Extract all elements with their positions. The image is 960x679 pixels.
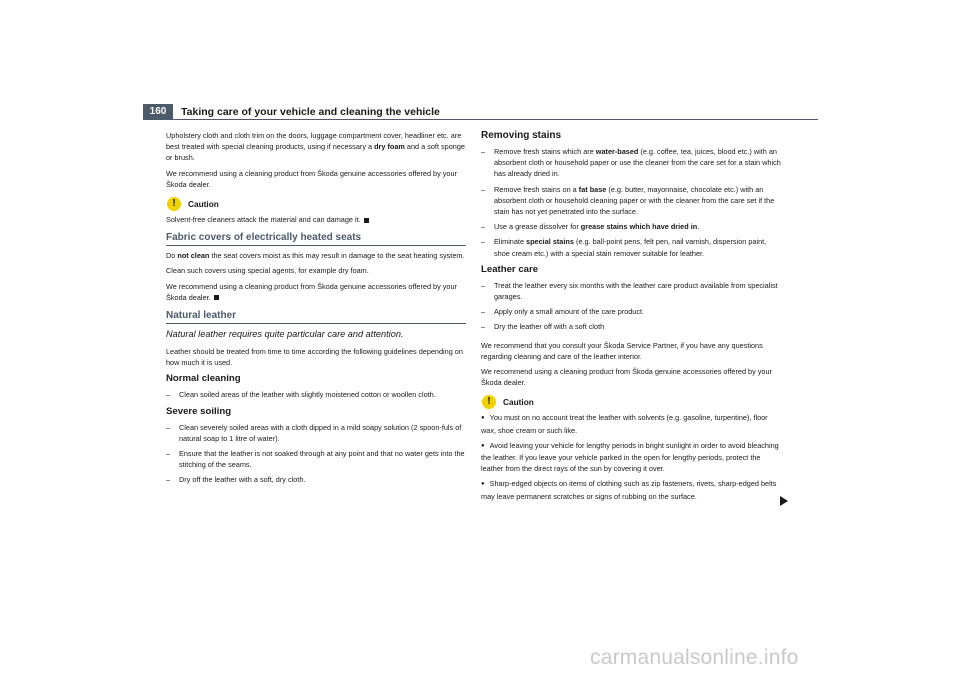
warning-icon: ! — [167, 197, 181, 211]
list-item: ● You must on no account treat the leather with solvents (e.g. gasoline, turpentine), floor wax, shoe cream or such like. — [481, 412, 783, 435]
caution-list — [481, 412, 783, 501]
section-end-icon — [214, 295, 219, 300]
leather-intro: Natural leather requires quite particular care and attention. — [166, 329, 404, 340]
list-item: – Dry off the leather with a soft, dry cloth. — [166, 474, 466, 485]
caution-title: Caution — [503, 397, 534, 408]
list-item: – Remove fresh stains which are water-based (e.g. coffee, tea, juices, blood etc.) with an absorbent cloth or household paper or use the cleaner from the care set for a stain which has already dried in. — [481, 146, 783, 180]
subheading-normal-cleaning: Normal cleaning — [166, 373, 241, 385]
list-item: ● Avoid leaving your vehicle for lengthy periods in bright sunlight in order to avoid bleaching the leather. If you leave your vehicle parked in the open for lengthy periods, protect the leather from the direct rays of the sun by covering it over. — [481, 440, 783, 475]
heated-seats-paragraph-2: Clean such covers using special agents, for example dry foam. — [166, 266, 369, 276]
recommend-paragraph: We recommend using a cleaning product from Škoda genuine accessories offered by your Škoda dealer. — [166, 168, 457, 189]
list-item: – Remove fresh stains on a fat base (e.g. butter, mayonnaise, chocolate etc.) with an absorbent cloth or household cleaning paper or with the cleaner from the care set if the stain has not yet penetrated into the surface. — [481, 184, 783, 218]
caution-text: Solvent-free cleaners attack the material and can damage it. — [166, 214, 466, 225]
list-item: – Apply only a small amount of the care product. — [481, 306, 783, 317]
list-item: ● Sharp-edged objects on items of clothing such as zip fasteners, rivets, sharp-edged belts may leave permanent scratches or signs of rubbing on the surface. — [481, 478, 783, 501]
caution-header-right — [481, 395, 783, 409]
list-item: – Dry the leather off with a soft cloth — [481, 321, 783, 332]
leather-paragraph: Leather should be treated from time to time according the following guidelines depending on how much it is used. — [166, 347, 463, 368]
heated-seats-paragraph-3: We recommend using a cleaning product from Škoda genuine accessories offered by your Škoda dealer. — [166, 281, 457, 302]
heated-seats-paragraph: Do not clean the seat covers moist as this may result in damage to the seat heating system. — [166, 251, 465, 261]
section-end-icon — [364, 218, 369, 223]
stains-list — [481, 146, 783, 259]
list-item: – Clean soiled areas of the leather with slightly moistened cotton or woollen cloth. — [166, 389, 466, 400]
list-item: – Use a grease dissolver for grease stains which have dried in. — [481, 221, 783, 232]
caution-header — [166, 197, 466, 211]
subheading-removing-stains: Removing stains — [481, 130, 562, 141]
left-column — [166, 130, 466, 490]
leather-care-list — [481, 280, 783, 333]
section-title-heated-seats: Fabric covers of electrically heated seats — [166, 231, 466, 246]
service-partner-paragraph: We recommend that you consult your Škoda Service Partner, if you have any questions regarding cleaning and care of the leather interior. — [481, 340, 763, 361]
normal-cleaning-list — [166, 389, 466, 400]
caution-title: Caution — [188, 199, 219, 210]
list-item: – Treat the leather every six months with the leather care product available from specialist garages. — [481, 280, 783, 302]
right-column — [481, 130, 783, 506]
list-item: – Eliminate special stains (e.g. ball-point pens, felt pen, nail varnish, dispersion paint, shoe cream etc.) with a special stain remover suitable for leather. — [481, 236, 783, 258]
page-number: 160 — [143, 104, 173, 120]
header-rule — [173, 119, 818, 120]
list-item: – Clean severely soiled areas with a cloth dipped in a mild soapy solution (2 spoon-fuls of natural soap to 1 litre of water). — [166, 422, 466, 444]
warning-icon: ! — [482, 395, 496, 409]
section-title-natural-leather: Natural leather — [166, 309, 466, 324]
watermark: carmanualsonline.info — [590, 646, 799, 669]
continue-arrow-icon — [780, 496, 788, 506]
severe-soiling-list — [166, 422, 466, 486]
list-item: – Ensure that the leather is not soaked through at any point and that no water gets into the stitching of the seams. — [166, 448, 466, 470]
subheading-leather-care: Leather care — [481, 263, 539, 275]
page-header-title: Taking care of your vehicle and cleaning the vehicle — [181, 106, 440, 118]
upholstery-paragraph: Upholstery cloth and cloth trim on the doors, luggage compartment cover, headliner etc. are best treated with special cleaning products, using if necessary a dry foam and a soft sponge or brush. — [166, 131, 465, 163]
recommend-paragraph-right: We recommend using a cleaning product from Škoda genuine accessories offered by your Škoda dealer. — [481, 367, 772, 388]
subheading-severe-soiling: Severe soiling — [166, 405, 232, 417]
